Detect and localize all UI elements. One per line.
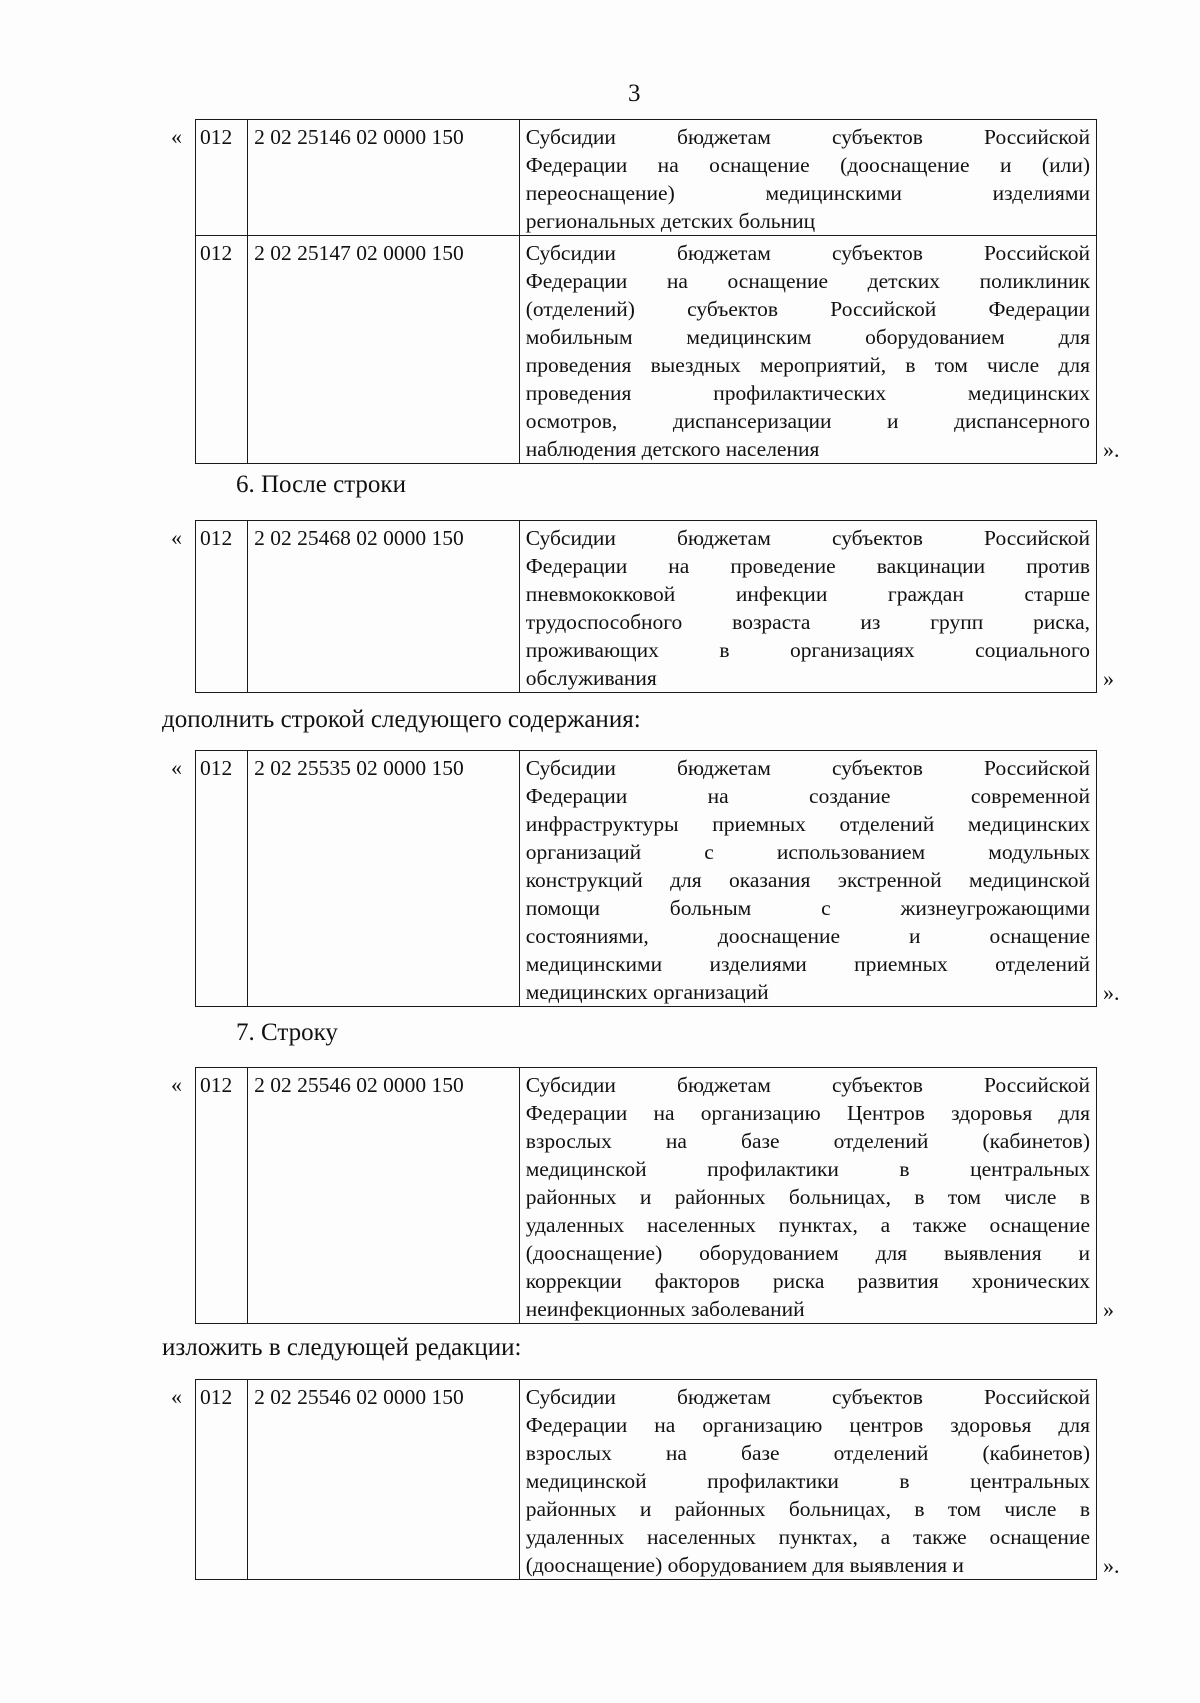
description-line: наблюдения детского населения	[525, 437, 820, 461]
open-quote: «	[171, 755, 182, 780]
description-line: удаленных населенных пунктах, а также оснащение	[525, 1525, 1090, 1549]
admin-code-cell: 012	[196, 120, 248, 236]
description-line: мобильным медицинским оборудованием для	[525, 325, 1090, 349]
description-line: медицинской профилактики в центральных	[525, 1157, 1090, 1181]
admin-code-cell: 012	[196, 521, 248, 693]
budget-classification-code-cell: 2 02 25147 02 0000 150	[248, 236, 520, 464]
description-line: (отделений) субъектов Российской Федерации	[525, 297, 1090, 321]
table-row	[196, 120, 1097, 236]
description-line: районных и районных больницах, в том числе в	[525, 1497, 1090, 1521]
description-line: медицинскими изделиями приемных отделений	[525, 952, 1090, 976]
description-cell	[519, 1380, 1096, 1580]
description-line: районных и районных больницах, в том числе в	[525, 1185, 1090, 1209]
open-quote: «	[171, 525, 182, 550]
description-line: (дооснащение) оборудованием для выявления и	[525, 1241, 1090, 1265]
description-line: конструкций для оказания экстренной медицинской	[525, 868, 1090, 892]
description-line: трудоспособного возраста из групп риска,	[525, 610, 1090, 634]
description-line: инфраструктуры приемных отделений медицинских	[525, 812, 1090, 836]
description-line: взрослых на базе отделений (кабинетов)	[525, 1129, 1090, 1153]
description-line: Субсидии бюджетам субъектов Российской	[525, 1385, 1090, 1409]
description-line: обслуживания	[525, 666, 657, 690]
description-line: Федерации на организацию центров здоровья для	[525, 1413, 1090, 1437]
table-row	[196, 751, 1097, 1007]
budget-classification-code-cell: 2 02 25468 02 0000 150	[248, 521, 520, 693]
paragraph-restate: изложить в следующей редакции:	[162, 1334, 522, 1361]
budget-classification-code-cell: 2 02 25546 02 0000 150	[248, 1380, 520, 1580]
description-cell	[519, 751, 1096, 1007]
admin-code-cell: 012	[196, 1068, 248, 1324]
open-quote: «	[171, 1384, 182, 1409]
budget-code-table	[195, 119, 1097, 464]
table-row	[196, 1380, 1097, 1580]
budget-classification-code-cell: 2 02 25146 02 0000 150	[248, 120, 520, 236]
description-line: проведения профилактических медицинских	[525, 381, 1090, 405]
description-line: Субсидии бюджетам субъектов Российской	[525, 526, 1090, 550]
budget-code-table	[195, 1379, 1097, 1580]
description-line: медицинских организаций	[525, 980, 769, 1004]
description-line: медицинской профилактики в центральных	[525, 1469, 1090, 1493]
budget-classification-code-cell: 2 02 25535 02 0000 150	[248, 751, 520, 1007]
description-line: Федерации на оснащение (дооснащение и (или)	[525, 153, 1090, 177]
table-row	[196, 1068, 1097, 1324]
description-line: осмотров, диспансеризации и диспансерного	[525, 409, 1090, 433]
description-cell	[519, 236, 1096, 464]
admin-code-cell: 012	[196, 1380, 248, 1580]
description-cell	[519, 521, 1096, 693]
description-line: пневмококковой инфекции граждан старше	[525, 582, 1090, 606]
budget-code-table	[195, 1067, 1097, 1324]
paragraph-item-6: 6. После строки	[236, 471, 406, 498]
budget-code-table	[195, 750, 1097, 1007]
close-quote: ».	[1103, 980, 1120, 1005]
description-line: Федерации на создание современной	[525, 784, 1090, 808]
paragraph-item-7: 7. Строку	[236, 1019, 338, 1046]
description-line: Субсидии бюджетам субъектов Российской	[525, 756, 1090, 780]
description-line: проживающих в организациях социального	[525, 638, 1090, 662]
admin-code-cell: 012	[196, 236, 248, 464]
budget-code-table	[195, 520, 1097, 693]
open-quote: «	[171, 1072, 182, 1097]
admin-code-cell: 012	[196, 751, 248, 1007]
description-line: Федерации на организацию Центров здоровья для	[525, 1101, 1090, 1125]
description-cell	[519, 120, 1096, 236]
description-line: удаленных населенных пунктах, а также оснащение	[525, 1213, 1090, 1237]
description-line: помощи больным с жизнеугрожающими	[525, 896, 1090, 920]
description-line: проведения выездных мероприятий, в том числе для	[525, 353, 1090, 377]
description-line: организаций с использованием модульных	[525, 840, 1090, 864]
open-quote: «	[171, 124, 182, 149]
description-line: Субсидии бюджетам субъектов Российской	[525, 241, 1090, 265]
description-line: Федерации на оснащение детских поликлиник	[525, 269, 1090, 293]
description-line: переоснащение) медицинскими изделиями	[525, 181, 1090, 205]
close-quote: »	[1103, 666, 1114, 691]
table-row	[196, 521, 1097, 693]
description-line: (дооснащение) оборудованием для выявления и	[525, 1553, 964, 1577]
close-quote: ».	[1103, 1553, 1120, 1578]
description-line: состояниями, дооснащение и оснащение	[525, 924, 1090, 948]
page-number: 3	[628, 80, 641, 107]
description-line: Субсидии бюджетам субъектов Российской	[525, 125, 1090, 149]
description-line: Субсидии бюджетам субъектов Российской	[525, 1073, 1090, 1097]
paragraph-add-row: дополнить строкой следующего содержания:	[162, 706, 641, 733]
description-line: взрослых на базе отделений (кабинетов)	[525, 1441, 1090, 1465]
description-line: Федерации на проведение вакцинации против	[525, 554, 1090, 578]
close-quote: »	[1103, 1297, 1114, 1322]
description-line: региональных детских больниц	[525, 209, 816, 233]
description-line: неинфекционных заболеваний	[525, 1297, 805, 1321]
table-row	[196, 236, 1097, 464]
budget-classification-code-cell: 2 02 25546 02 0000 150	[248, 1068, 520, 1324]
close-quote: ».	[1103, 437, 1120, 462]
description-line: коррекции факторов риска развития хронических	[525, 1269, 1090, 1293]
description-cell	[519, 1068, 1096, 1324]
